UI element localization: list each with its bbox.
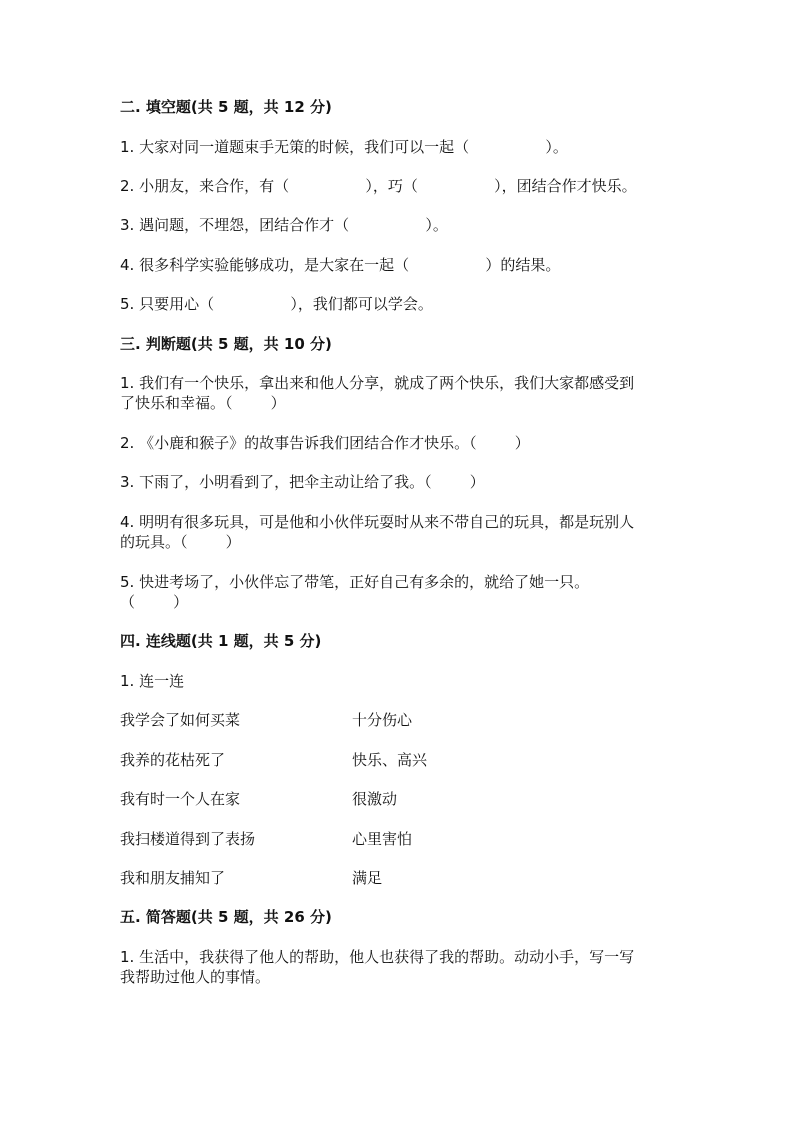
match-right-item-4: 心里害怕	[352, 830, 413, 848]
question-judge-1-line1: 1. 我们有一个快乐，拿出来和他人分享，就成了两个快乐，我们大家都感受到	[120, 374, 635, 392]
question-judge-5-line1: 5. 快进考场了，小伙伴忘了带笔，正好自己有多余的，就给了她一只。	[120, 573, 590, 591]
match-left-item-1: 我学会了如何买菜	[120, 711, 241, 729]
question-judge-1-line2: 了快乐和幸福。（ ）	[120, 394, 286, 412]
match-left-item-3: 我有时一个人在家	[120, 790, 241, 808]
question-short-1-line2: 我帮助过他人的事情。	[120, 968, 271, 986]
section-title-match: 四. 连线题(共 1 题，共 5 分)	[120, 632, 322, 650]
question-judge-3: 3. 下雨了，小明看到了，把伞主动让给了我。（ ）	[120, 473, 485, 491]
question-fill-3: 3. 遇问题，不埋怨，团结合作才（ ）。	[120, 216, 448, 234]
question-match-1: 1. 连一连	[120, 672, 185, 690]
section-title-short: 五. 简答题(共 5 题，共 26 分)	[120, 908, 332, 926]
question-fill-5: 5. 只要用心（ ），我们都可以学会。	[120, 295, 433, 313]
match-left-item-5: 我和朋友捕知了	[120, 869, 226, 887]
question-judge-4-line1: 4. 明明有很多玩具，可是他和小伙伴玩耍时从来不带自己的玩具，都是玩别人	[120, 513, 635, 531]
match-right-item-2: 快乐、高兴	[352, 751, 428, 769]
section-title-fill: 二. 填空题(共 5 题，共 12 分)	[120, 98, 332, 116]
question-fill-2: 2. 小朋友，来合作，有（ ），巧（ ），团结合作才快乐。	[120, 177, 637, 195]
question-judge-5-line2: （ ）	[120, 593, 189, 611]
match-right-item-1: 十分伤心	[352, 711, 413, 729]
match-left-item-2: 我养的花枯死了	[120, 751, 226, 769]
question-judge-4-line2: 的玩具。（ ）	[120, 533, 241, 551]
question-judge-2: 2. 《小鹿和猴子》的故事告诉我们团结合作才快乐。（ ）	[120, 434, 530, 452]
question-fill-1: 1. 大家对同一道题束手无策的时候，我们可以一起（ ）。	[120, 138, 568, 156]
question-short-1-line1: 1. 生活中，我获得了他人的帮助，他人也获得了我的帮助。动动小手，写一写	[120, 948, 635, 966]
section-title-judge: 三. 判断题(共 5 题，共 10 分)	[120, 335, 332, 353]
match-right-item-5: 满足	[352, 869, 383, 887]
match-left-item-4: 我扫楼道得到了表扬	[120, 830, 256, 848]
question-fill-4: 4. 很多科学实验能够成功，是大家在一起（ ）的结果。	[120, 256, 561, 274]
match-right-item-3: 很激动	[352, 790, 398, 808]
